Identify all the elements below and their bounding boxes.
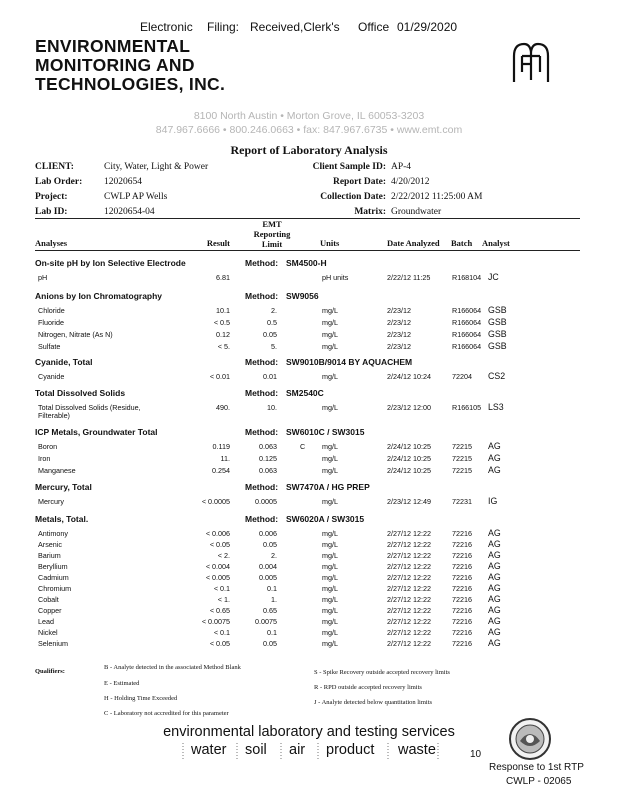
company-name-line1: ENVIRONMENTAL (35, 36, 191, 56)
project-value: CWLP AP Wells (104, 192, 168, 202)
reporting-limit: 0.0005 (255, 497, 277, 506)
client-value: City, Water, Light & Power (104, 162, 209, 172)
document-id: CWLP - 02065 (506, 776, 572, 787)
result-value: < 0.5 (213, 318, 230, 327)
company-name-line3: TECHNOLOGIES, INC. (35, 74, 226, 94)
analyst-code: AG (488, 583, 501, 593)
reporting-limit: 0.004 (259, 562, 277, 571)
batch-id: R166064 (452, 318, 482, 327)
analyte-name: Antimony (38, 529, 68, 538)
info-divider (35, 218, 580, 219)
qualifier-h: H - Holding Time Exceeded (104, 695, 178, 702)
date-analyzed: 2/24/12 10:25 (387, 454, 431, 463)
units-value: mg/L (322, 342, 338, 351)
section-title: Anions by Ion Chromatography (35, 291, 163, 301)
report-date-value: 4/20/2012 (391, 177, 430, 187)
qualifier-flag: C (300, 442, 306, 451)
analyst-code: AG (488, 441, 501, 451)
method-value: SM4500-H (286, 258, 327, 268)
reporting-limit: 0.125 (259, 454, 277, 463)
analyte-name: Nickel (38, 628, 58, 637)
method-value: SW7470A / HG PREP (286, 482, 370, 492)
report-title: Report of Laboratory Analysis (230, 143, 388, 157)
analyst-code: AG (488, 453, 501, 463)
lab-order-value: 12020654 (104, 177, 142, 187)
date-analyzed: 2/27/12 12:22 (387, 540, 431, 549)
emt-logo-text (520, 54, 547, 69)
units-value: mg/L (322, 639, 338, 648)
result-value: < 5. (217, 342, 230, 351)
service-air: air (289, 742, 306, 758)
analyst-code: LS3 (488, 402, 504, 412)
result-value: < 0.004 (205, 562, 230, 571)
date-analyzed: 2/27/12 12:22 (387, 562, 431, 571)
result-value: < 0.005 (205, 573, 230, 582)
date-analyzed: 2/24/12 10:25 (387, 466, 431, 475)
result-value: < 0.05 (209, 540, 230, 549)
units-value: pH units (322, 273, 349, 282)
batch-id: 72216 (452, 584, 472, 593)
analyst-code: GSB (488, 341, 507, 351)
date-analyzed: 2/23/12 (387, 342, 411, 351)
batch-id: R166064 (452, 330, 482, 339)
header-divider (35, 250, 580, 251)
filing-word-office: Office (358, 20, 390, 34)
date-analyzed: 2/23/12 12:49 (387, 497, 431, 506)
batch-id: 72216 (452, 540, 472, 549)
method-label: Method: (245, 291, 279, 301)
reporting-limit: 0.0075 (255, 617, 277, 626)
lab-id-label: Lab ID: (35, 207, 68, 217)
units-value: mg/L (322, 606, 338, 615)
project-label: Project: (35, 192, 68, 202)
analyte-name-cont: Filterable) (38, 411, 70, 420)
analyte-name: Beryllium (38, 562, 68, 571)
method-value: SW6020A / SW3015 (286, 514, 365, 524)
analyte-name: Arsenic (38, 540, 62, 549)
filing-word-electronic: Electronic (140, 20, 193, 34)
batch-id: 72215 (452, 466, 472, 475)
units-value: mg/L (322, 617, 338, 626)
result-value: < 0.1 (213, 628, 230, 637)
analyte-name: Boron (38, 442, 58, 451)
matrix-label: Matrix: (354, 207, 386, 217)
analyte-name: Total Dissolved Solids (Residue, (38, 403, 141, 412)
units-value: mg/L (322, 551, 338, 560)
analyte-name: Barium (38, 551, 61, 560)
col-units: Units (320, 238, 340, 248)
batch-id: 72216 (452, 639, 472, 648)
method-label: Method: (245, 258, 279, 268)
analyst-code: IG (488, 496, 498, 506)
date-analyzed: 2/27/12 12:22 (387, 639, 431, 648)
analyte-name: Sulfate (38, 342, 61, 351)
method-label: Method: (245, 427, 279, 437)
method-value: SW9056 (286, 291, 319, 301)
analyst-code: GSB (488, 317, 507, 327)
batch-id: R166105 (452, 403, 482, 412)
qualifier-s: S - Spike Recovery outside accepted recovery limits (314, 669, 450, 676)
section-title: ICP Metals, Groundwater Total (35, 427, 158, 437)
matrix-value: Groundwater (391, 207, 442, 217)
qualifier-r: R - RPD outside accepted recovery limits (314, 684, 422, 691)
units-value: mg/L (322, 330, 338, 339)
analyst-code: AG (488, 561, 501, 571)
units-value: mg/L (322, 497, 338, 506)
reporting-limit: 0.063 (259, 442, 277, 451)
date-analyzed: 2/27/12 12:22 (387, 595, 431, 604)
reporting-limit: 0.05 (263, 639, 277, 648)
batch-id: 72216 (452, 573, 472, 582)
date-analyzed: 2/23/12 (387, 306, 411, 315)
result-value: 490. (216, 403, 230, 412)
result-value: < 2. (217, 551, 230, 560)
date-analyzed: 2/23/12 (387, 318, 411, 327)
date-analyzed: 2/27/12 12:22 (387, 551, 431, 560)
col-analyst: Analyst (482, 238, 510, 248)
col-emt: EMT (262, 219, 282, 229)
filing-word-filing: Filing: (207, 20, 240, 34)
date-analyzed: 2/27/12 12:22 (387, 529, 431, 538)
units-value: mg/L (322, 573, 338, 582)
service-waste: waste (398, 742, 436, 758)
result-value: 0.119 (212, 442, 230, 451)
batch-id: 72204 (452, 372, 472, 381)
analyst-code: AG (488, 605, 501, 615)
analyte-name: Cadmium (38, 573, 69, 582)
batch-id: 72216 (452, 529, 472, 538)
analyst-code: AG (488, 550, 501, 560)
batch-id: 72216 (452, 562, 472, 571)
qualifier-j: J - Analyte detected below quantitation limits (314, 699, 433, 706)
col-batch: Batch (451, 238, 473, 248)
response-note: Response to 1st RTP (489, 762, 584, 773)
analyst-code: AG (488, 539, 501, 549)
qualifiers-label: Qualifiers: (35, 668, 65, 675)
analyte-name: Nitrogen, Nitrate (As N) (38, 330, 113, 339)
date-analyzed: 2/22/12 11:25 (387, 273, 431, 282)
reporting-limit: 2. (271, 551, 277, 560)
reporting-limit: 1. (271, 595, 277, 604)
sample-id-value: AP-4 (391, 162, 412, 172)
analyte-name: Lead (38, 617, 54, 626)
qualifier-c: C - Laboratory not accredited for this parameter (104, 710, 229, 717)
reporting-limit: 0.65 (263, 606, 277, 615)
emt-logo-icon (510, 40, 552, 84)
lab-order-label: Lab Order: (35, 177, 83, 187)
analyte-name: Mercury (38, 497, 64, 506)
method-value: SW6010C / SW3015 (286, 427, 365, 437)
analyte-name: Fluoride (38, 318, 64, 327)
method-label: Method: (245, 388, 279, 398)
method-label: Method: (245, 514, 279, 524)
result-value: 10.1 (216, 306, 230, 315)
service-soil: soil (245, 742, 267, 758)
section-title: Metals, Total. (35, 514, 89, 524)
date-analyzed: 2/27/12 12:22 (387, 617, 431, 626)
analyte-name: Chromium (38, 584, 72, 593)
units-value: mg/L (322, 540, 338, 549)
client-label: CLIENT: (35, 162, 74, 172)
reporting-limit: 0.05 (263, 540, 277, 549)
company-name-line2: MONITORING AND (35, 55, 195, 75)
address-line2: 847.967.6666 • 800.246.0663 • fax: 847.967.6735 • www.emt.com (155, 124, 463, 136)
analyst-code: AG (488, 594, 501, 604)
units-value: mg/L (322, 466, 338, 475)
analyst-code: AG (488, 616, 501, 626)
lab-id-value: 12020654-04 (104, 207, 155, 217)
batch-id: 72216 (452, 628, 472, 637)
result-value: 6.81 (216, 273, 230, 282)
units-value: mg/L (322, 403, 338, 412)
result-value: < 0.65 (209, 606, 230, 615)
batch-id: 72231 (452, 497, 472, 506)
service-water: water (191, 742, 227, 758)
units-value: mg/L (322, 372, 338, 381)
result-value: 11. (220, 454, 230, 463)
date-analyzed: 2/24/12 10:25 (387, 442, 431, 451)
batch-id: R166064 (452, 342, 482, 351)
date-analyzed: 2/27/12 12:22 (387, 584, 431, 593)
analyte-name: Selenium (38, 639, 68, 648)
reporting-limit: 0.1 (267, 628, 277, 637)
result-value: < 1. (217, 595, 230, 604)
analyte-name: Iron (38, 454, 51, 463)
service-product: product (326, 742, 375, 758)
address-line1: 8100 North Austin • Morton Grove, IL 60053-3203 (193, 110, 425, 122)
batch-id: 72215 (452, 442, 472, 451)
reporting-limit: 0.01 (263, 372, 277, 381)
filing-word-received: Received,Clerk's (250, 20, 340, 34)
filing-date: 01/29/2020 (397, 20, 458, 34)
date-analyzed: 2/27/12 12:22 (387, 573, 431, 582)
analyte-name: Copper (38, 606, 62, 615)
result-value: < 0.1 (213, 584, 230, 593)
result-value: 0.12 (216, 330, 230, 339)
result-value: < 0.05 (209, 639, 230, 648)
col-reporting: Reporting (253, 229, 291, 239)
section-title: Cyanide, Total (35, 357, 93, 367)
col-limit: Limit (261, 239, 283, 249)
date-analyzed: 2/27/12 12:22 (387, 606, 431, 615)
batch-id: 72216 (452, 595, 472, 604)
method-value: SM2540C (286, 388, 324, 398)
units-value: mg/L (322, 442, 338, 451)
page-number: 10 (470, 749, 482, 760)
collection-date-value: 2/22/2012 11:25:00 AM (391, 192, 483, 202)
reporting-limit: 0.05 (263, 330, 277, 339)
date-analyzed: 2/23/12 12:00 (387, 403, 431, 412)
col-analyses: Analyses (35, 238, 68, 248)
section-title: On-site pH by Ion Selective Electrode (35, 258, 186, 268)
date-analyzed: 2/27/12 12:22 (387, 628, 431, 637)
units-value: mg/L (322, 454, 338, 463)
reporting-limit: 0.063 (259, 466, 277, 475)
units-value: mg/L (322, 584, 338, 593)
qualifier-b: B - Analyte detected in the associated Method Blank (104, 664, 241, 671)
analyte-name: Cyanide (38, 372, 65, 381)
method-label: Method: (245, 482, 279, 492)
reporting-limit: 0.006 (259, 529, 277, 538)
analyst-code: GSB (488, 305, 507, 315)
reporting-limit: 0.005 (259, 573, 277, 582)
batch-id: R168104 (452, 273, 482, 282)
section-title: Mercury, Total (35, 482, 92, 492)
qualifier-e: E - Estimated (104, 680, 140, 687)
reporting-limit: 2. (271, 306, 277, 315)
report-date-label: Report Date: (332, 177, 386, 187)
analyst-code: AG (488, 465, 501, 475)
units-value: mg/L (322, 529, 338, 538)
company-name (35, 37, 225, 94)
result-value: 0.254 (212, 466, 230, 475)
analyst-code: JC (488, 272, 499, 282)
footer-tagline: environmental laboratory and testing services (163, 724, 455, 740)
units-value: mg/L (322, 318, 338, 327)
reporting-limit: 0.5 (267, 318, 277, 327)
sample-id-label: Client Sample ID: (312, 162, 386, 172)
result-value: < 0.0075 (201, 617, 230, 626)
col-date-analyzed: Date Analyzed (387, 238, 440, 248)
batch-id: 72216 (452, 606, 472, 615)
analyte-name: Chloride (38, 306, 65, 315)
analyte-name: Cobalt (38, 595, 59, 604)
analyst-code: CS2 (488, 371, 506, 381)
analyst-code: AG (488, 572, 501, 582)
section-title: Total Dissolved Solids (35, 388, 126, 398)
units-value: mg/L (322, 306, 338, 315)
units-value: mg/L (322, 628, 338, 637)
accreditation-seal-icon (508, 717, 552, 761)
analyst-code: AG (488, 627, 501, 637)
batch-id: 72216 (452, 551, 472, 560)
date-analyzed: 2/24/12 10:24 (387, 372, 431, 381)
method-value: SW9010B/9014 BY AQUACHEM (286, 357, 413, 367)
collection-date-label: Collection Date: (320, 192, 386, 202)
method-label: Method: (245, 357, 279, 367)
batch-id: 72215 (452, 454, 472, 463)
analyst-code: AG (488, 638, 501, 648)
result-value: < 0.0005 (201, 497, 230, 506)
units-value: mg/L (322, 595, 338, 604)
analyst-code: GSB (488, 329, 507, 339)
reporting-limit: 5. (271, 342, 277, 351)
footer-dividers (175, 743, 445, 761)
result-value: < 0.006 (205, 529, 230, 538)
batch-id: R166064 (452, 306, 482, 315)
analyst-code: AG (488, 528, 501, 538)
result-value: < 0.01 (209, 372, 230, 381)
reporting-limit: 10. (267, 403, 277, 412)
col-result: Result (206, 238, 230, 248)
units-value: mg/L (322, 562, 338, 571)
col-reporting-limit (242, 219, 302, 249)
analyte-name: Manganese (38, 466, 76, 475)
reporting-limit: 0.1 (267, 584, 277, 593)
analyte-name: pH (38, 273, 48, 282)
date-analyzed: 2/23/12 (387, 330, 411, 339)
batch-id: 72216 (452, 617, 472, 626)
